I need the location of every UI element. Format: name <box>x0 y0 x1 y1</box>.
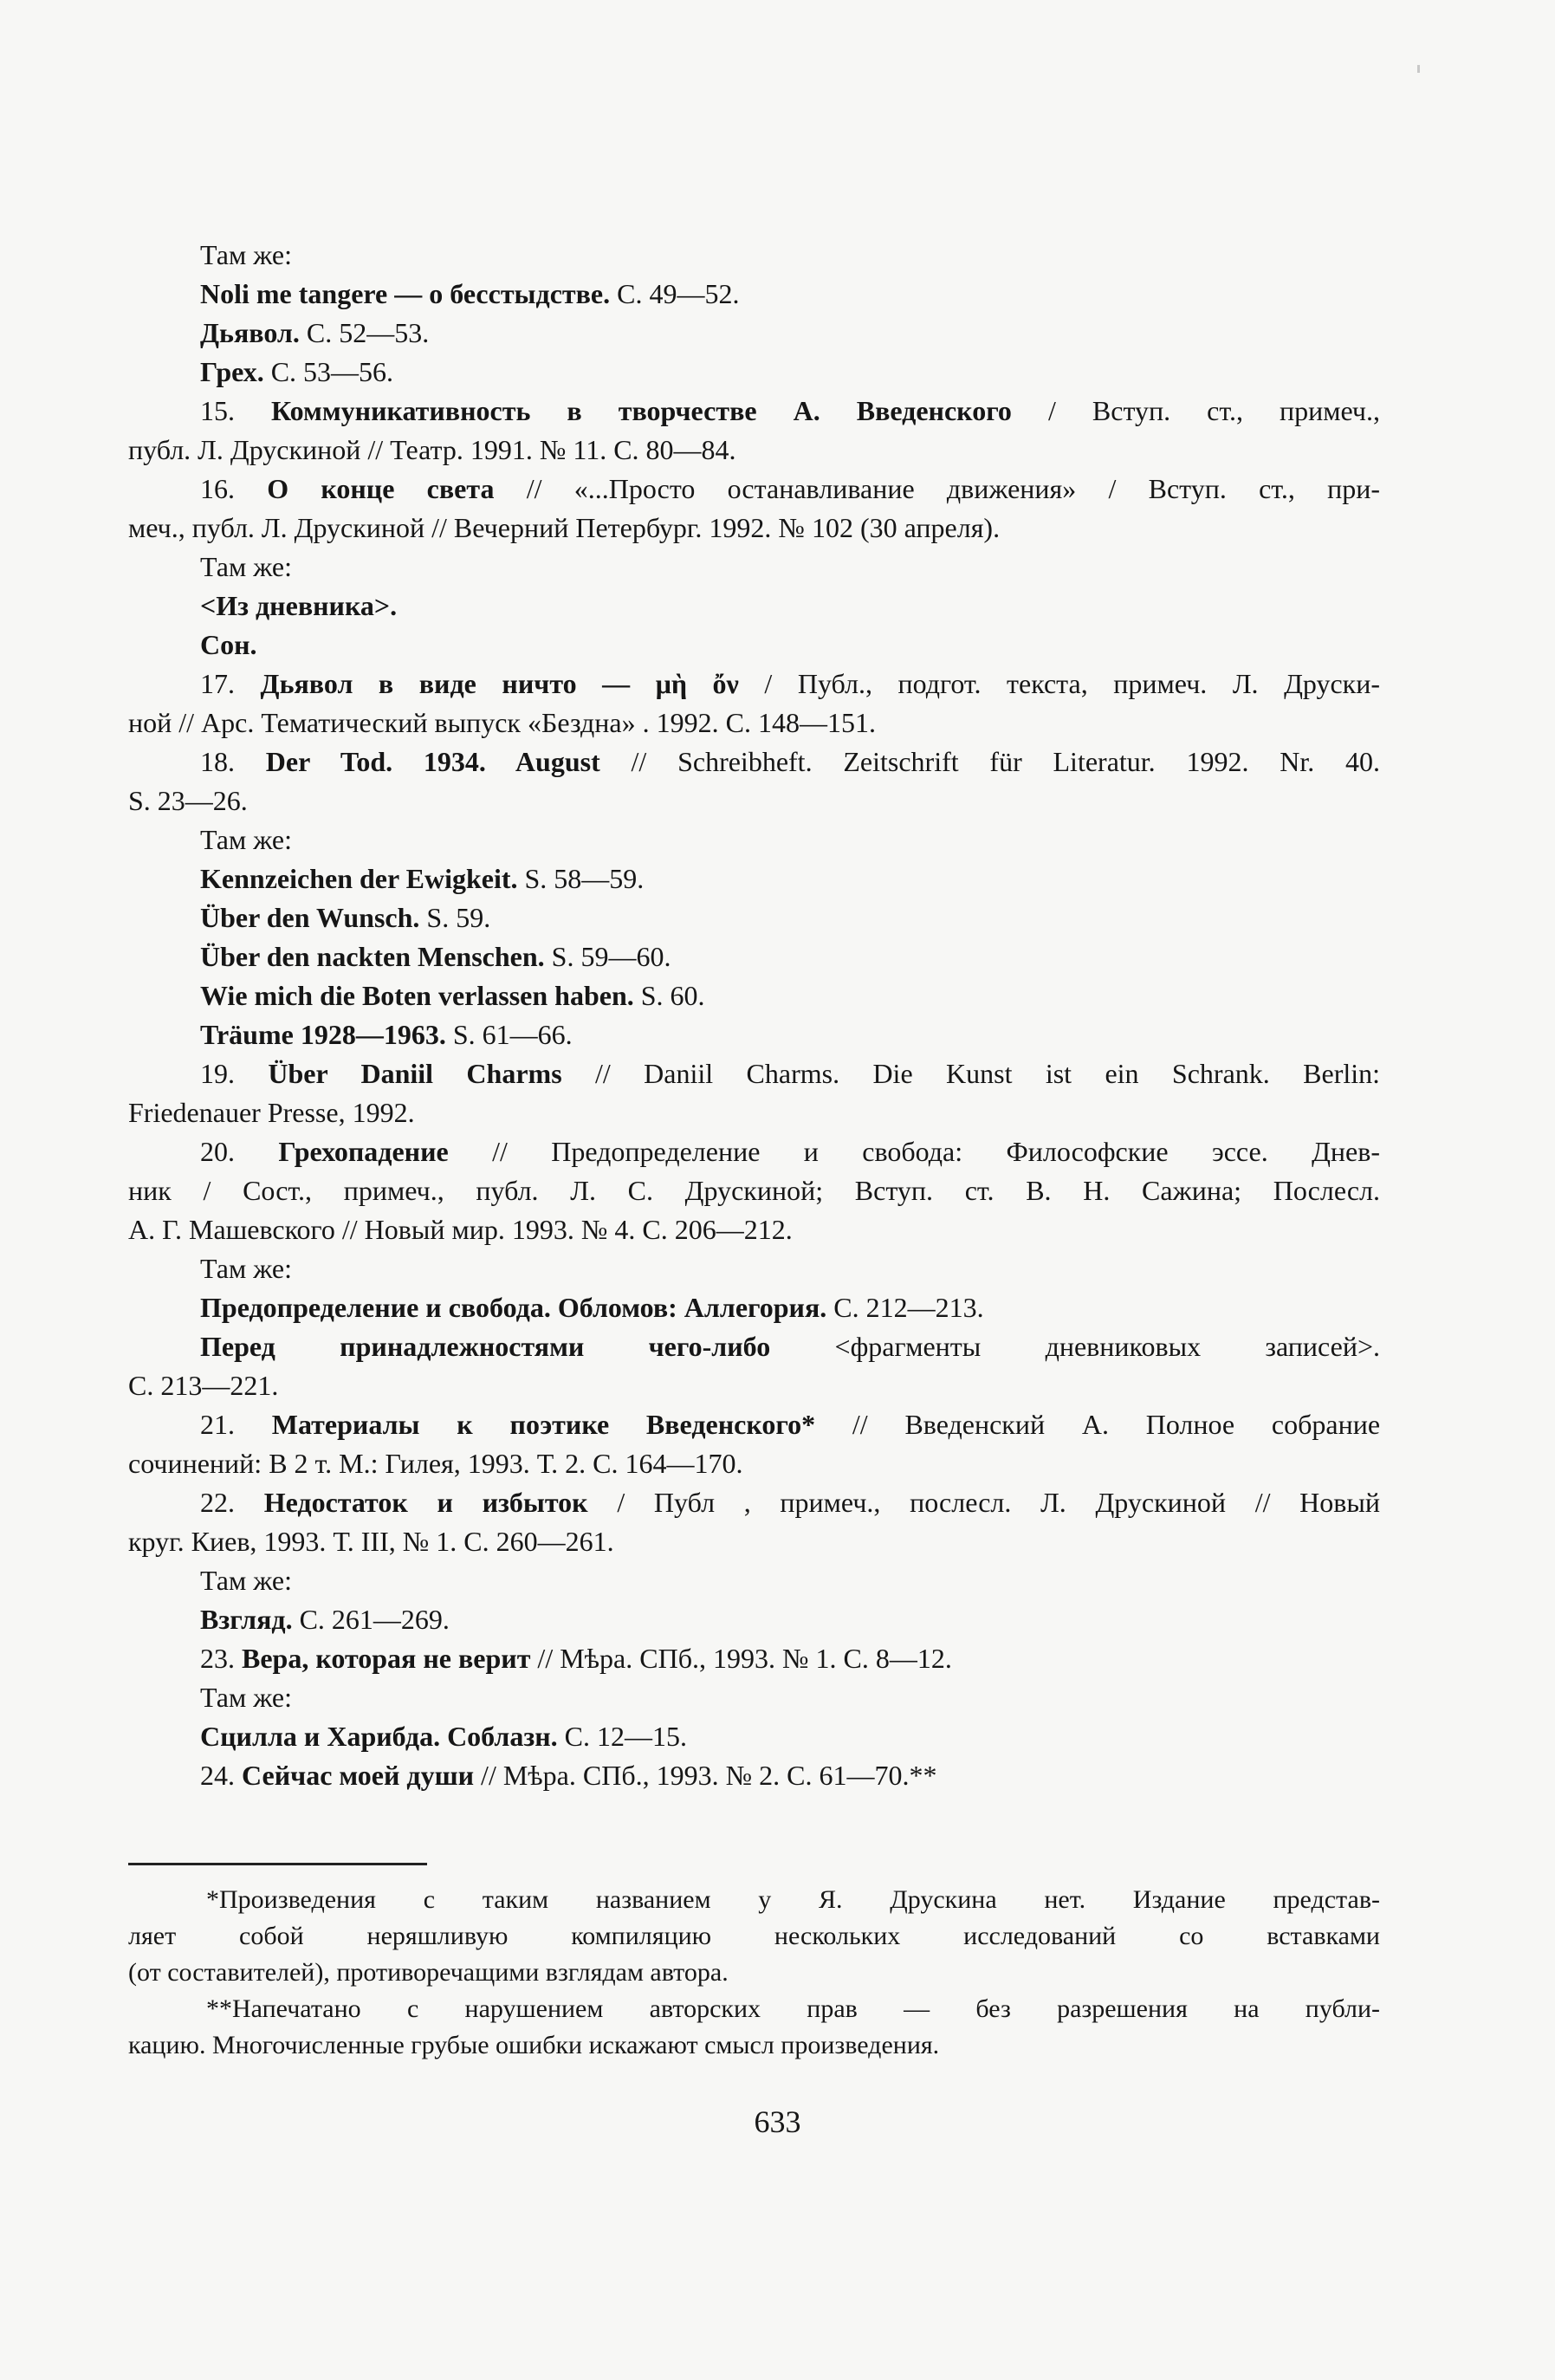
text-line <box>128 781 1380 820</box>
text-run: Friedenauer Presse, 1992. <box>128 1097 415 1128</box>
text-line <box>128 1561 1380 1600</box>
text-line <box>128 1678 1380 1717</box>
text-run: 24. <box>200 1760 242 1791</box>
bold-title: Noli me tangere — о бесстыдстве. <box>200 278 611 309</box>
text-run: Там же: <box>200 1253 292 1284</box>
text-line <box>128 1483 1380 1522</box>
text-line <box>128 1288 1380 1327</box>
bibliography-list <box>128 236 1380 1795</box>
text-run: сочинений: В 2 т. М.: Гилея, 1993. Т. 2. С. 164—170. <box>128 1448 743 1479</box>
bold-title: Вера, которая не верит <box>242 1643 531 1674</box>
text-run: S. 60. <box>633 980 705 1011</box>
bold-title: Предопределение и свобода. Обломов: Аллегория. <box>200 1292 827 1323</box>
text-run: S. 23—26. <box>128 785 248 816</box>
text-run: 23. <box>200 1643 242 1674</box>
text-run: // Предопределение и свобода: Философские эссе. Днев- <box>448 1136 1380 1167</box>
text-run: С. 212—213. <box>826 1292 984 1323</box>
text-run: // «...Просто останавливание движения» / Вступ. ст., при- <box>494 473 1380 504</box>
text-run: ной // Арс. Тематический выпуск «Бездна» . 1992. С. 148—151. <box>128 707 876 738</box>
text-run: // Введенский А. Полное собрание <box>815 1409 1380 1440</box>
text-run: // Мѣра. СПб., 1993. № 2. С. 61—70.** <box>474 1760 937 1791</box>
text-line <box>128 1327 1380 1366</box>
text-line <box>128 976 1380 1015</box>
text-line <box>128 665 1380 704</box>
text-line <box>128 1054 1380 1093</box>
bold-title: Дьявол. <box>200 317 300 348</box>
text-run: С. 261—269. <box>292 1604 450 1635</box>
bold-title: Der Tod. 1934. August <box>265 746 600 777</box>
bold-title: Грехопадение <box>278 1136 449 1167</box>
bold-title: Грех. <box>200 356 264 387</box>
footnote-line: кацию. Многочисленные грубые ошибки искажают смысл произведения. <box>128 2031 940 2059</box>
bold-title: Коммуникативность в творчестве А. Введенского <box>271 395 1012 426</box>
text-run: 16. <box>200 473 268 504</box>
text-line <box>128 1132 1380 1171</box>
text-line <box>128 704 1380 743</box>
text-line <box>128 431 1380 470</box>
text-run: Там же: <box>200 239 292 270</box>
text-run: С. 213—221. <box>128 1370 279 1401</box>
text-run: S. 61—66. <box>445 1019 573 1050</box>
text-run: Там же: <box>200 551 292 582</box>
bold-title: Kennzeichen der Ewigkeit. <box>200 863 518 894</box>
text-run: 21. <box>200 1409 272 1440</box>
text-run: 19. <box>200 1058 269 1089</box>
scan-speck <box>1417 65 1420 73</box>
text-line <box>128 392 1380 431</box>
text-run: С. 12—15. <box>557 1721 687 1752</box>
text-line <box>128 236 1380 275</box>
footnote-line: ляет собой неряшливую компиляцию нескольких исследований со вставками <box>128 1922 1380 1950</box>
bold-title: Дьявол в виде ничто — μὴ ὄν <box>260 668 739 699</box>
text-line <box>128 859 1380 898</box>
text-run: // Мѣра. СПб., 1993. № 1. С. 8—12. <box>530 1643 952 1674</box>
text-line <box>128 820 1380 859</box>
text-line <box>128 548 1380 587</box>
bold-title: Сцилла и Харибда. Соблазн. <box>200 1721 558 1752</box>
text-run: // Daniil Charms. Die Kunst ist ein Schrank. Berlin: <box>561 1058 1380 1089</box>
footnote-line: (от составителей), противоречащими взглядам автора. <box>128 1958 729 1987</box>
text-line <box>128 509 1380 548</box>
text-line <box>128 1639 1380 1678</box>
text-line <box>128 470 1380 509</box>
text-run: 20. <box>200 1136 279 1167</box>
bold-title: Über den nackten Menschen. <box>200 941 545 972</box>
page-number: 633 <box>754 2104 801 2139</box>
text-line <box>128 314 1380 353</box>
text-run: 17. <box>200 668 261 699</box>
text-run: 15. <box>200 395 272 426</box>
text-line <box>128 743 1380 781</box>
bold-title: Сон. <box>200 629 257 660</box>
bold-title: Недостаток и избыток <box>263 1487 588 1518</box>
bold-title: Wie mich die Boten verlassen haben. <box>200 980 634 1011</box>
text-run: / Публ , примеч., послесл. Л. Друскиной // Новый <box>587 1487 1380 1518</box>
footnote-line: *Произведения с таким названием у Я. Друскина нет. Издание представ- <box>206 1885 1380 1914</box>
text-run: Там же: <box>200 824 292 855</box>
text-line <box>128 1522 1380 1561</box>
text-run: S. 59. <box>419 902 491 933</box>
bold-title: Взгляд. <box>200 1604 293 1635</box>
text-line <box>128 1093 1380 1132</box>
text-run: Там же: <box>200 1565 292 1596</box>
text-line <box>128 1015 1380 1054</box>
bold-title: <Из дневника>. <box>200 590 398 621</box>
text-run: Там же: <box>200 1682 292 1713</box>
text-run: 18. <box>200 746 266 777</box>
text-line <box>128 353 1380 392</box>
text-line <box>128 937 1380 976</box>
bold-title: Über Daniil Charms <box>268 1058 562 1089</box>
text-line <box>128 1171 1380 1210</box>
text-line <box>128 1210 1380 1249</box>
text-run: А. Г. Машевского // Новый мир. 1993. № 4. С. 206—212. <box>128 1214 793 1245</box>
bold-title: Träume 1928—1963. <box>200 1019 446 1050</box>
text-line <box>128 898 1380 937</box>
text-run: меч., публ. Л. Друскиной // Вечерний Петербург. 1992. № 102 (30 апреля). <box>128 512 1001 543</box>
bold-title: Сейчас моей души <box>242 1760 475 1791</box>
text-run: С. 53—56. <box>263 356 394 387</box>
bold-title: Перед принадлежностями чего-либо <box>200 1331 771 1362</box>
text-line <box>128 1444 1380 1483</box>
text-line <box>128 587 1380 626</box>
text-line <box>128 1249 1380 1288</box>
text-run: ник / Сост., примеч., публ. Л. С. Друскиной; Вступ. ст. В. Н. Сажина; Послесл. <box>128 1175 1380 1206</box>
text-run: // Schreibheft. Zeitschrift für Literatur. 1992. Nr. 40. <box>599 746 1380 777</box>
bold-title: О конце света <box>267 473 495 504</box>
text-line <box>128 1756 1380 1795</box>
text-run: С. 52—53. <box>299 317 430 348</box>
footnote-line: **Напечатано с нарушением авторских прав — без разрешения на публи- <box>206 1994 1380 2023</box>
text-line <box>128 1717 1380 1756</box>
text-run: 22. <box>200 1487 264 1518</box>
text-run: / Вступ. ст., примеч., <box>1011 395 1380 426</box>
text-line <box>128 1405 1380 1444</box>
text-run: S. 58—59. <box>517 863 645 894</box>
footnote-separator <box>128 1863 427 1865</box>
bold-title: Über den Wunsch. <box>200 902 420 933</box>
text-run: / Публ., подгот. текста, примеч. Л. Друски- <box>738 668 1380 699</box>
text-line <box>128 626 1380 665</box>
text-line <box>128 1366 1380 1405</box>
text-run: публ. Л. Друскиной // Театр. 1991. № 11. С. 80—84. <box>128 434 736 465</box>
text-run: S. 59—60. <box>544 941 671 972</box>
text-run: С. 49—52. <box>610 278 740 309</box>
text-line <box>128 275 1380 314</box>
text-run: <фрагменты дневниковых записей>. <box>770 1331 1380 1362</box>
footnotes <box>128 1882 1380 2064</box>
text-line <box>128 1600 1380 1639</box>
bold-title: Материалы к поэтике Введенского* <box>271 1409 816 1440</box>
text-run: круг. Киев, 1993. Т. III, № 1. С. 260—261. <box>128 1526 614 1557</box>
